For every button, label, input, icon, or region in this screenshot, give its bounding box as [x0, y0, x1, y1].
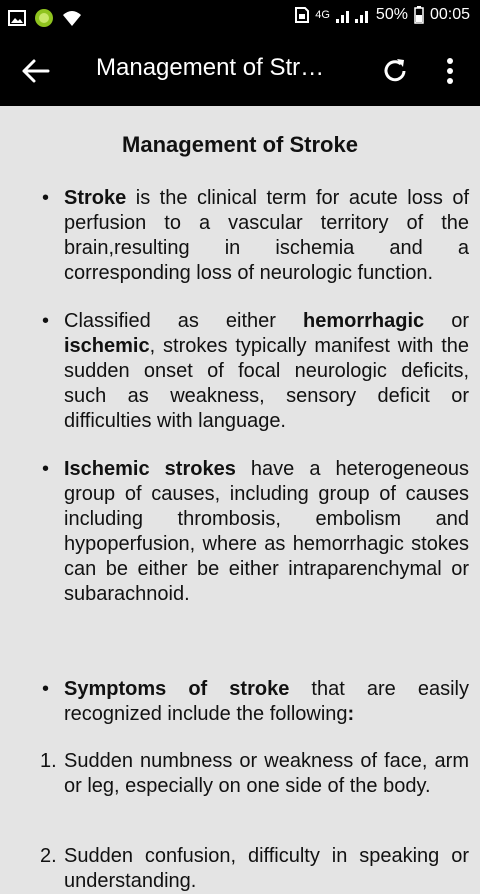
more-vertical-icon[interactable]	[440, 54, 460, 88]
bullet-item	[42, 309, 469, 434]
bullet-bold: Ischemic strokes	[64, 458, 236, 480]
app-bar-title: Management of Str…	[96, 54, 325, 81]
app-notification-icon	[34, 8, 54, 28]
bullet-marker: •	[42, 458, 50, 480]
bullet-text: that are easily recognized include the following	[64, 678, 469, 725]
network-type: 4G	[315, 9, 330, 21]
bullet-marker: •	[42, 310, 50, 332]
bullet-marker: •	[42, 678, 50, 700]
system-status	[295, 6, 470, 24]
status-bar	[0, 0, 480, 34]
bullet-tail: :	[347, 703, 355, 725]
bullet-text-mid: or	[424, 310, 469, 332]
back-arrow-icon[interactable]	[20, 56, 52, 86]
page-title: Management of Stroke	[122, 132, 358, 157]
image-notification-icon	[8, 10, 26, 26]
battery-percent: 50%	[375, 6, 408, 23]
bullet-marker: •	[42, 187, 50, 209]
number-marker: 1.	[40, 750, 57, 772]
app-bar	[0, 34, 480, 106]
bullet-text: is the clinical term for acute loss of perfusion to a vascular territory of the brain,resulting in ischemia and a corresponding loss of neurologic function.	[64, 187, 469, 284]
bullet-bold: Symptoms of stroke	[64, 678, 290, 700]
notification-icons	[8, 8, 82, 28]
bullet-bold: ischemic	[64, 335, 150, 357]
bullet-text: , strokes typically manifest with the sudden onset of focal neurologic deficits, such as weakness, sensory deficit or difficulties with language.	[64, 335, 469, 432]
refresh-icon[interactable]	[380, 56, 410, 86]
clock: 00:05	[429, 6, 470, 23]
numbered-item	[40, 749, 469, 799]
wifi-icon	[62, 9, 82, 27]
bullet-item	[42, 186, 469, 286]
bullet-text: have a heterogeneous group of causes, including group of causes including thrombosis, embolism and hypoperfusion, where as hemorrhagic stokes can be either be either intraparenchymal or subarachnoid.	[64, 458, 469, 605]
number-marker: 2.	[40, 845, 57, 867]
article-content[interactable]	[0, 106, 480, 892]
bullet-bold: Stroke	[64, 187, 127, 209]
bullet-text-pre: Classified as either	[64, 310, 303, 332]
sim-icon	[295, 7, 309, 23]
bullet-bold: hemorrhagic	[303, 310, 425, 332]
battery-icon	[414, 6, 424, 24]
bullet-item	[42, 677, 469, 727]
bullet-item	[42, 457, 469, 607]
numbered-text: Sudden confusion, difficulty in speaking or understanding.	[64, 845, 469, 892]
numbered-text: Sudden numbness or weakness of face, arm or leg, especially on one side of the body.	[64, 750, 469, 797]
numbered-item	[40, 844, 469, 894]
signal-icon	[336, 7, 370, 23]
